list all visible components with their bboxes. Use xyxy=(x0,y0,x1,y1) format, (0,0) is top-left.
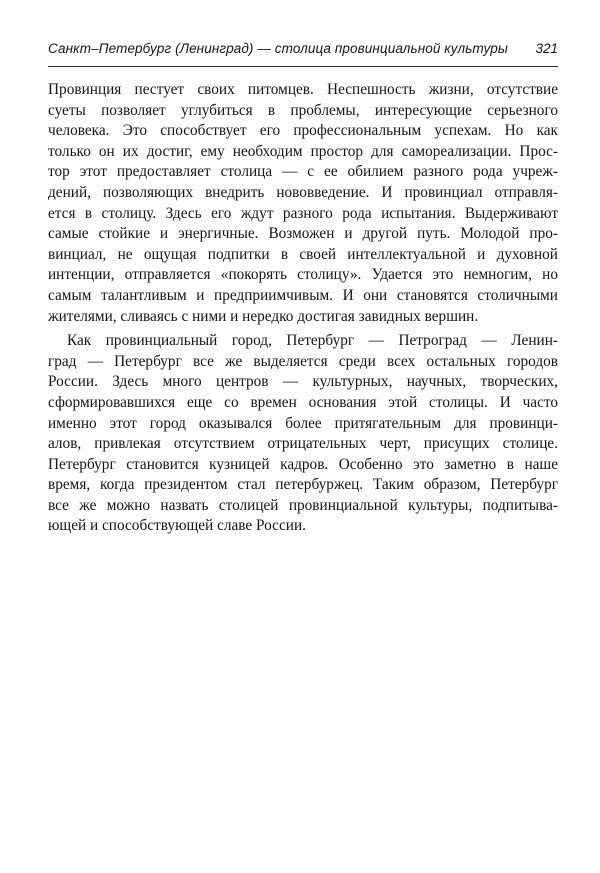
text-line: человека. Это способствует его профессиональным успехам. Но как xyxy=(48,122,558,140)
text-line: Как провинциальный город, Петербург — Петроград — Ленин- xyxy=(67,332,558,350)
paragraph-2 xyxy=(48,331,558,537)
text-line: именно этот город оказывался более притягательным для провинци- xyxy=(48,414,558,432)
text-line: Петербург становится кузницей кадров. Особенно это заметно в наше xyxy=(48,455,558,473)
page-number: 321 xyxy=(535,41,558,56)
running-header-title: Санкт–Петербург (Ленинград) — столица провинциальной культуры xyxy=(48,41,508,56)
paragraph-1 xyxy=(48,80,558,327)
text-line: интенции, отправляется «покорять столицу». Удается это немногим, но xyxy=(48,266,558,284)
text-line: только он их достиг, ему необходим простор для самореализации. Прос- xyxy=(48,142,558,160)
text-line: суеты позволяет углубиться в проблемы, интересующие серьезного xyxy=(48,101,558,119)
text-line: тор этот предоставляет столица — с ее обилием разного рода учреж- xyxy=(48,163,558,181)
text-line: жителями, сливаясь с ними и нередко достигая завидных вершин. xyxy=(48,307,479,325)
text-line: град — Петербург все же выделяется среди всех остальных городов xyxy=(48,352,558,370)
running-header xyxy=(48,40,558,67)
text-line: самым талантливым и предприимчивым. И они становятся столичными xyxy=(48,286,558,304)
text-line: все же можно назвать столицей провинциальной культуры, подпитыва- xyxy=(48,496,558,514)
text-line: Провинция пестует своих питомцев. Неспешность жизни, отсутствие xyxy=(48,81,558,98)
text-line: ющей и способствующей славе России. xyxy=(48,517,306,535)
text-line: России. Здесь много центров — культурных, научных, творческих, xyxy=(48,373,558,391)
text-line: дений, позволяющих внедрить нововведение. И провинциал отправля- xyxy=(48,183,558,201)
text-line: алов, привлекая отсутствием отрицательных черт, присущих столице. xyxy=(48,435,558,453)
text-line: самые стойкие и энергичные. Возможен и другой путь. Молодой про- xyxy=(48,225,558,243)
text-line: время, когда президентом стал петербуржец. Таким образом, Петербург xyxy=(48,476,558,494)
text-line: сформировавшихся еще со времен основания этой столицы. И часто xyxy=(48,393,558,411)
body-text xyxy=(48,80,558,537)
text-line: винциал, не ощущая подпитки в своей интеллектуальной и духовной xyxy=(48,245,558,263)
text-line: ется в столицу. Здесь его ждут разного рода испытания. Выдерживают xyxy=(48,204,558,222)
